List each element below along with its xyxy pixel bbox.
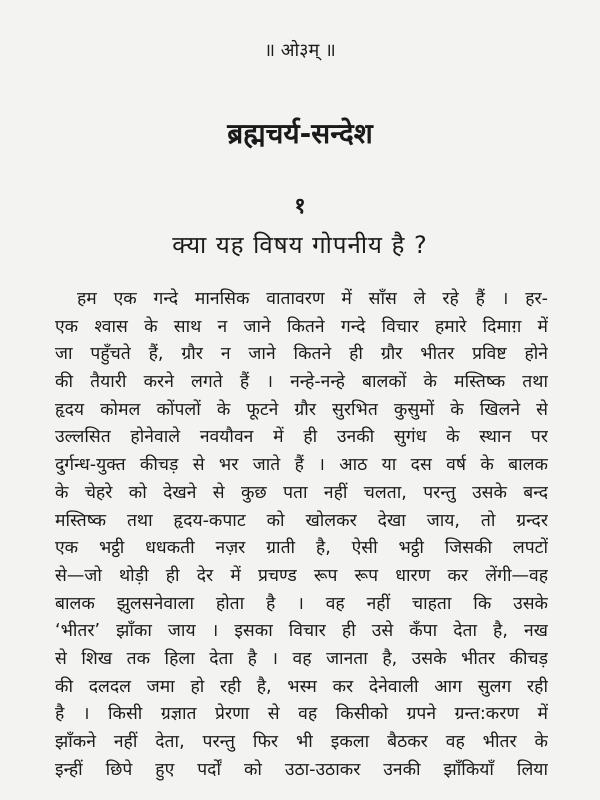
text-line: झाँकने नहीं देता, परन्तु फिर भी इकला बैठकर वह भीतर के bbox=[55, 732, 548, 752]
text-line: उल्लसित होनेवाले नवयौवन में ही उनकी सुगंध के स्थान पर bbox=[55, 427, 548, 448]
chapter-number: १ bbox=[294, 194, 306, 219]
text-line: के चेहरे को देखने से कुछ पता नहीं चलता, परन्तु उसके बन्द bbox=[55, 482, 548, 503]
text-line: ‘भीतर’ झाँका जाय । इसका विचार ही उसे कँपा देता है, नख bbox=[55, 621, 548, 642]
text-line: की तैयारी करने लगते हैं । नन्हे-नन्हे बालकों के मस्तिष्क तथा bbox=[55, 372, 548, 393]
book-title: ब्रह्मचर्य-सन्देश bbox=[227, 117, 373, 150]
chapter-heading: क्या यह विषय गोपनीय है ? bbox=[172, 231, 428, 259]
text-line: इन्हीं छिपे हुए पर्दों को उठा-उठाकर उनकी झाँकियाँ लिया bbox=[55, 759, 548, 780]
text-line: एक श्वास के साथ न जाने कितने गन्दे विचार हमारे दिमाग़ में bbox=[55, 316, 548, 337]
text-line: है । किसी ग्रज्ञात प्रेरणा से वह किसीको ग्रपने ग्रन्त:करण में bbox=[55, 704, 548, 725]
text-line: एक भट्ठी धधकती नज़र ग्राती है, ऐसी भट्ठी जिसकी लपटों bbox=[55, 538, 548, 559]
text-line: मस्तिष्क तथा हृदय-कपाट को खोलकर देखा जाय, तो ग्रन्दर bbox=[55, 510, 548, 531]
text-line: हम एक गन्दे मानसिक वातावरण में साँस ले रहे हैं । हर- bbox=[77, 289, 548, 309]
text-line: की दलदल जमा हो रही है, भस्म कर देनेवाली आग सुलग रही bbox=[55, 676, 548, 697]
text-line: जा पहुँचते हैं, ग्रौर न जाने कितने ही ग्रौर भीतर प्रविष्ट होने bbox=[55, 344, 548, 365]
text-line: दुर्गन्ध-युक्त कीचड़ से भर जाते हैं । आठ या दस वर्ष के बालक bbox=[55, 455, 548, 476]
invocation-header: ॥ ओ३म् ॥ bbox=[264, 40, 336, 61]
text-line: बालक झुलसनेवाला होता है । वह नहीं चाहता कि उसके bbox=[55, 593, 548, 614]
text-line: हृदय कोमल कोंपलों के फूटने ग्रौर सुरभित कुसुमों के खिलने से bbox=[55, 399, 548, 420]
body-text bbox=[55, 286, 548, 784]
text-line: से शिख तक हिला देता है । वह जानता है, उसके भीतर कीचड़ bbox=[55, 648, 548, 669]
text-line: से—जो थोड़ी ही देर में प्रचण्ड रूप रूप धारण कर लेंगी—वह bbox=[55, 565, 548, 586]
